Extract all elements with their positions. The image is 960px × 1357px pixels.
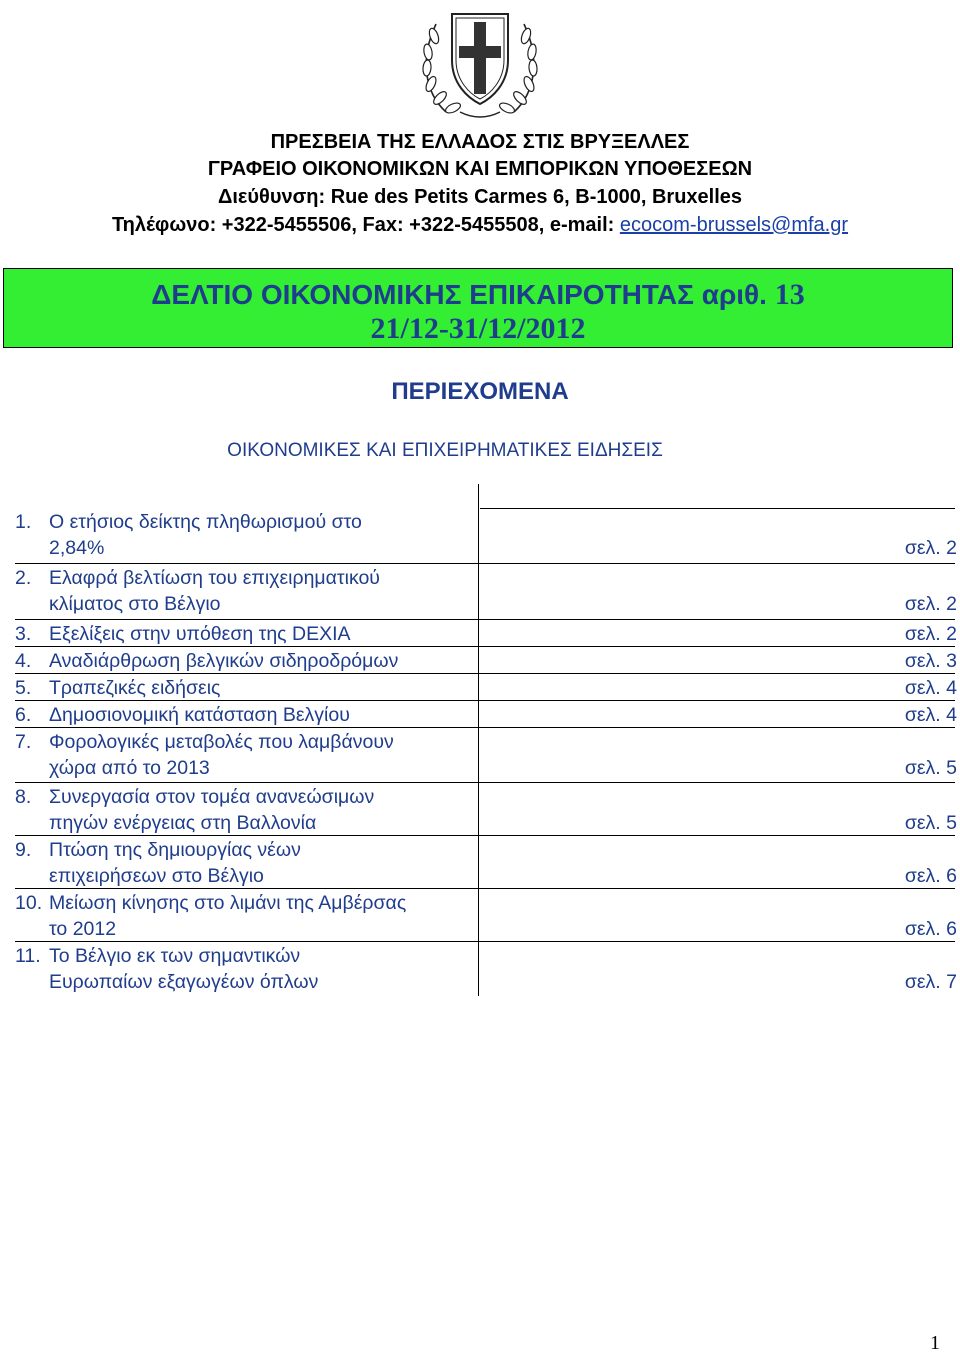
toc-separator bbox=[15, 941, 955, 942]
bulletin-title: ΔΕΛΤΙΟ ΟΙΚΟΝΟΜΙΚΗΣ ΕΠΙΚΑΙΡΟΤΗΤΑΣ αριθ. bbox=[151, 279, 767, 310]
office-name: ΓΡΑΦΕΙΟ ΟΙΚΟΝΟΜΙΚΩΝ ΚΑΙ ΕΜΠΟΡΙΚΩΝ ΥΠΟΘΕΣΕΩΝ bbox=[207, 158, 753, 180]
toc-entry-page: σελ. 6 bbox=[904, 865, 957, 887]
toc-entry-title-cont: κλίματος στο Βέλγιο bbox=[49, 593, 221, 615]
toc-entry-title-cont: επιχειρήσεων στο Βέλγιο bbox=[49, 865, 264, 887]
toc-entry-title-cont: το 2012 bbox=[49, 918, 117, 940]
toc-entry-number: 3. bbox=[15, 623, 32, 645]
toc-entry-title: Εξελίξεις στην υπόθεση της DEXIA bbox=[49, 623, 351, 645]
toc-separator bbox=[15, 835, 955, 836]
toc-entry-title-cont: χώρα από το 2013 bbox=[49, 757, 210, 779]
page-number: 1 bbox=[930, 1332, 940, 1354]
contents-heading: ΠΕΡΙΕΧΟΜΕΝΑ bbox=[391, 378, 569, 405]
toc-entry-number: 7. bbox=[15, 731, 32, 753]
toc-separator bbox=[15, 888, 955, 889]
section-heading-text: ΟΙΚΟΝΟΜΙΚΕΣ ΚΑΙ ΕΠΙΧΕΙΡΗΜΑΤΙΚΕΣ ΕΙΔΗΣΕΙΣ bbox=[227, 440, 663, 461]
toc-separator bbox=[15, 727, 955, 728]
toc-entry-title: Αναδιάρθρωση βελγικών σιδηροδρόμων bbox=[49, 650, 399, 672]
greek-coat-of-arms-emblem bbox=[410, 0, 550, 128]
toc-entry-page: σελ. 4 bbox=[904, 677, 957, 699]
toc-separator bbox=[15, 673, 955, 674]
contact-line bbox=[0, 213, 960, 237]
bulletin-number: 13 bbox=[774, 278, 805, 311]
toc-separator bbox=[15, 782, 955, 783]
toc-entry-title: Μείωση κίνησης στο λιμάνι της Αμβέρσας bbox=[49, 892, 407, 914]
toc-entry-number: 1. bbox=[15, 511, 32, 533]
toc-entry-page: σελ. 3 bbox=[904, 650, 957, 672]
toc-entry-title: Πτώση της δημιουργίας νέων bbox=[49, 839, 301, 861]
toc-entry-number: 4. bbox=[15, 650, 32, 672]
toc-entry-page: σελ. 4 bbox=[904, 704, 957, 726]
toc-entry-number: 5. bbox=[15, 677, 32, 699]
toc-entry-number: 8. bbox=[15, 786, 32, 808]
toc-separator bbox=[15, 700, 955, 701]
toc-entry-title: Ελαφρά βελτίωση του επιχειρηματικού bbox=[49, 567, 380, 589]
toc-entry-page: σελ. 6 bbox=[904, 918, 957, 940]
toc-entry-title: Δημοσιονομική κατάσταση Βελγίου bbox=[49, 704, 350, 726]
toc-entry-page: σελ. 2 bbox=[904, 623, 957, 645]
address-line: Διεύθυνση: Rue des Petits Carmes 6, B-1000, Bruxelles bbox=[217, 186, 743, 208]
toc-entry-title: Φορολογικές μεταβολές που λαμβάνουν bbox=[49, 731, 394, 753]
toc-entry-title: Τραπεζικές ειδήσεις bbox=[49, 677, 221, 699]
toc-entry-title: Το Βέλγιο εκ των σημαντικών bbox=[49, 945, 301, 967]
toc-entry-number: 9. bbox=[15, 839, 32, 861]
bulletin-period: 21/12-31/12/2012 bbox=[370, 312, 586, 345]
toc-entry-number: 10. bbox=[15, 892, 43, 914]
toc-entry-page: σελ. 5 bbox=[904, 812, 957, 834]
toc-entry-title-cont: πηγών ενέργειας στη Βαλλονία bbox=[49, 812, 317, 834]
toc-entry-title: Συνεργασία στον τομέα ανανεώσιμων bbox=[49, 786, 375, 808]
toc-entry-page: σελ. 5 bbox=[904, 757, 957, 779]
toc-entry-number: 11. bbox=[15, 945, 41, 967]
toc-entry-page: σελ. 7 bbox=[904, 971, 957, 993]
toc-separator bbox=[15, 563, 955, 564]
toc-entry-number: 2. bbox=[15, 567, 32, 589]
toc-entry-number: 6. bbox=[15, 704, 32, 726]
toc-entry-title-cont: Ευρωπαίων εξαγωγέων όπλων bbox=[49, 971, 319, 993]
bulletin-banner bbox=[3, 268, 953, 348]
toc-entry-page: σελ. 2 bbox=[904, 537, 957, 559]
toc-entry-title: Ο ετήσιος δείκτης πληθωρισμού στο bbox=[49, 511, 362, 533]
toc-separator bbox=[15, 646, 955, 647]
embassy-name: ΠΡΕΣΒΕΙΑ ΤΗΣ ΕΛΛΑΔΟΣ ΣΤΙΣ ΒΡΥΞΕΛΛΕΣ bbox=[270, 131, 690, 153]
toc-entry-page: σελ. 2 bbox=[904, 593, 957, 615]
email-link[interactable]: ecocom-brussels@mfa.gr bbox=[619, 214, 849, 236]
section-heading bbox=[0, 440, 960, 462]
toc-rule bbox=[480, 508, 955, 509]
phone-fax-text: Τηλέφωνο: +322-5455506, Fax: +322-5455508, e-mail: bbox=[111, 214, 620, 236]
toc-entry-title-cont: 2,84% bbox=[49, 537, 105, 559]
toc-separator bbox=[15, 619, 955, 620]
